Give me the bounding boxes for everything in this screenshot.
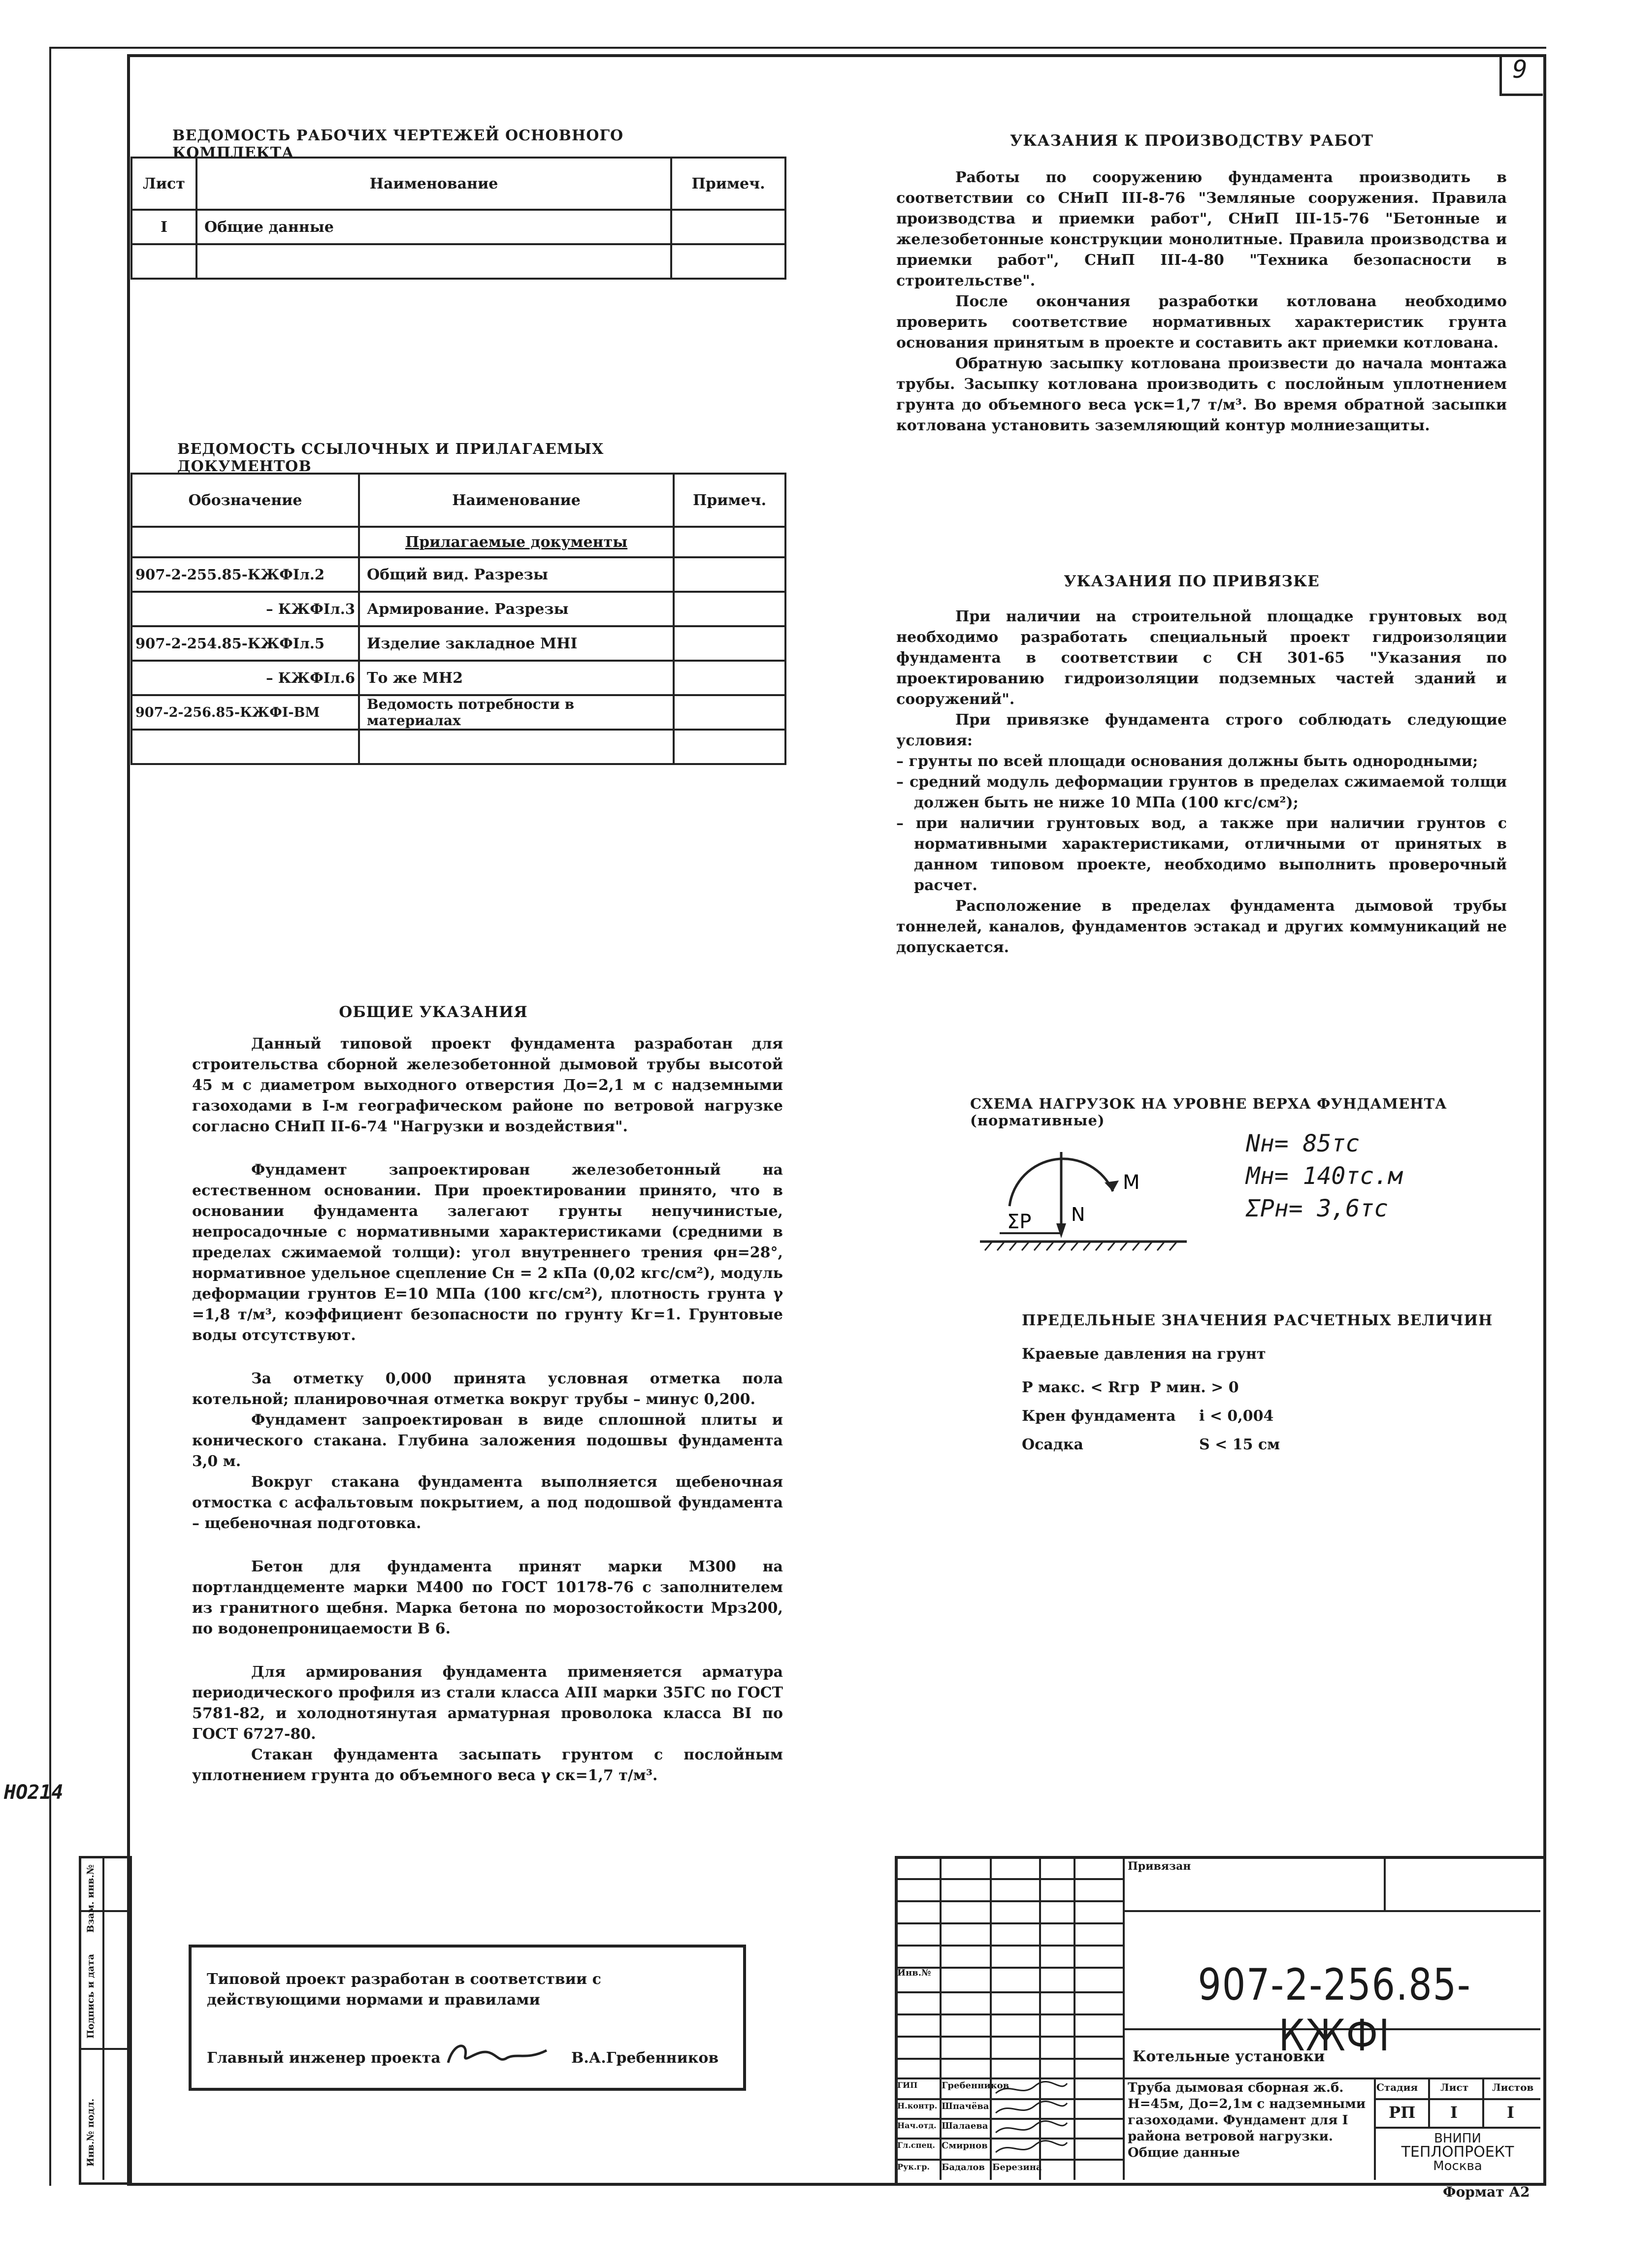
note-box-engineer-label: Главный инженер проекта — [207, 2049, 441, 2067]
table-cell: Общий вид. Разрезы — [359, 557, 674, 592]
table-row — [131, 210, 785, 244]
table-cell — [674, 557, 785, 592]
table-row — [131, 730, 785, 764]
paragraph: Фундамент запроектирован железобетонный на естественном основании. При проектировании принято, что в основании фундамента залегают грунты непучинистые, непросадочные с нормативными характеристиками (средними в пределах сжимаемой толщи): угол внутреннего трения φн=28°, нормативное удельное сцепление Сн = 2 кПа (0,02 кгс/см²), модуль деформации грунтов Е=10 МПа (100 кгс/см²), плотность грунта γ =1,8 т/м³, коэффициент безопасности по грунту Кг=1. Грунтовые воды отсутствуют. — [192, 1161, 783, 1344]
list-item: – средний модуль деформации грунтов в пределах сжимаемой толщи должен быть не ниже 10 МПа (100 кгс/см²); — [896, 773, 1507, 811]
ground-hatching — [985, 1242, 1177, 1250]
limit-values-title: ПРЕДЕЛЬНЫЕ ЗНАЧЕНИЯ РАСЧЕТНЫХ ВЕЛИЧИН — [1022, 1312, 1493, 1329]
title-block-stage: РП — [1389, 2103, 1416, 2122]
signature — [443, 2033, 552, 2073]
working-drawings-title: ВЕДОМОСТЬ РАБОЧИХ ЧЕРТЕЖЕЙ ОСНОВНОГО КОМПЛЕКТА — [172, 127, 624, 161]
note-box-text: Типовой проект разработан в соответствии с действующими нормами и правилами — [207, 1971, 601, 2009]
table-cell — [131, 244, 196, 279]
table-cell — [196, 244, 671, 279]
paragraph: При наличии на строительной площадке грунтовых вод необходимо разработать специальный проект гидроизоляции фундамента в соответствии с СН 301-65 "Указания по проектированию гидроизоляции подземных частей зданий и сооружений". — [896, 608, 1507, 708]
role-cell: Гл.спец. — [897, 2140, 935, 2150]
table-cell: Общие данные — [196, 210, 671, 244]
general-instructions-title: ОБЩИЕ УКАЗАНИЯ — [339, 1003, 528, 1021]
title-block-sheet: I — [1450, 2103, 1458, 2122]
table-cell — [359, 730, 674, 764]
load-values — [1246, 1127, 1402, 1225]
referenced-docs-title: ВЕДОМОСТЬ ССЫЛОЧНЫХ И ПРИЛАГАЕМЫХ ДОКУМЕНТОВ — [177, 441, 604, 475]
binding-top-line — [49, 47, 1546, 49]
note-box-engineer-name: В.А.Гребенников — [571, 2049, 719, 2067]
label-n: N — [1071, 1204, 1085, 1225]
role-cell: ГИП — [897, 2080, 918, 2090]
col-header-note: Примеч. — [671, 158, 785, 210]
table-cell — [674, 695, 785, 730]
work-instructions-title: УКАЗАНИЯ К ПРОИЗВОДСТВУ РАБОТ — [1010, 132, 1373, 150]
name-cell: Гребенников — [942, 2080, 1009, 2091]
paragraph: Бетон для фундамента принят марки М300 на портландцементе марки М400 по ГОСТ 10178-76 с заполнителем из гранитного щебня. Марка бетона по морозостойкости Мрз200, по водонепроницаемости В 6. — [192, 1558, 783, 1637]
table-cell: – КЖФIл.3 — [131, 592, 359, 626]
load-scheme-diagram — [965, 1127, 1211, 1275]
table-cell: Армирование. Разрезы — [359, 592, 674, 626]
title-block-description: Труба дымовая сборная ж.б. Н=45м, До=2,1м с надземными газоходами. Фундамент для I района ветровой нагрузки. Общие данные — [1128, 2080, 1366, 2160]
table-cell: 907-2-256.85-КЖФI-ВМ — [131, 695, 359, 730]
title-block-stage-label: Стадия — [1376, 2081, 1418, 2093]
title-block-code: 907-2-256.85-КЖФI — [1198, 1959, 1471, 2061]
paragraph: Обратную засыпку котлована произвести до начала монтажа трубы. Засыпку котлована производить с послойным уплотнением грунта до объемного веса γск=1,7 т/м³. Во время обратной засыпки котлована установить заземляющий контур молниезащиты. — [896, 355, 1507, 434]
paragraph: При привязке фундамента строго соблюдать следующие условия: — [896, 711, 1507, 749]
side-stamp-label-sign: Подпись и дата — [85, 1953, 96, 2039]
table-cell — [671, 210, 785, 244]
role-cell: Рук.гр. — [897, 2162, 930, 2172]
table-row — [131, 592, 785, 626]
sheet-number: 9 — [1512, 55, 1528, 84]
name-cell: Бадалов — [942, 2162, 985, 2172]
limit-values-subtitle: Краевые давления на грунт — [1022, 1345, 1266, 1363]
general-instructions-text — [192, 1034, 783, 1786]
table-cell: – КЖФIл.6 — [131, 661, 359, 695]
load-scheme-title: СХЕМА НАГРУЗОК НА УРОВНЕ ВЕРХА ФУНДАМЕНТА (нормативные) — [970, 1095, 1447, 1129]
col-header-designation: Обозначение — [131, 474, 359, 527]
paragraph: Расположение в пределах фундамента дымовой трубы тоннелей, каналов, фундаментов эстакад и других коммуникаций не допускается. — [896, 897, 1507, 956]
work-instructions-text — [896, 167, 1507, 436]
table-row — [131, 557, 785, 592]
format-label: Формат А2 — [1443, 2184, 1530, 2200]
title-block-checked-label: Привязан — [1128, 1860, 1191, 1873]
list-item: Р макс. < Rгр Р мин. > 0 — [1022, 1379, 1239, 1396]
referenced-docs-table — [130, 473, 786, 765]
list-item: Крен фундамента i < 0,004 — [1022, 1407, 1274, 1425]
name-cell: Шпачёва — [942, 2101, 989, 2111]
load-value-n: Nн= 85тс — [1246, 1130, 1360, 1157]
title-block-inv-label: Инв.№ — [897, 1968, 931, 1978]
table-row — [131, 661, 785, 695]
paragraph: Вокруг стакана фундамента выполняется щебеночная отмостка с асфальтовым покрытием, а под подошвой фундамента – щебеночная подготовка. — [192, 1473, 783, 1532]
table-cell: Ведомость потребности в материалах — [359, 695, 674, 730]
attached-docs-subheader: Прилагаемые документы — [359, 527, 674, 557]
name-cell: Березина — [992, 2162, 1042, 2172]
title-block-sheets-label: Листов — [1492, 2081, 1534, 2093]
role-cell: Нач.отд. — [897, 2121, 937, 2130]
table-cell: 907-2-254.85-КЖФIл.5 — [131, 626, 359, 661]
limit-values-list — [1022, 1374, 1465, 1459]
working-drawings-table — [130, 157, 786, 280]
name-cell: Шалаева — [942, 2121, 988, 2131]
table-cell: I — [131, 210, 196, 244]
table-cell: То же МН2 — [359, 661, 674, 695]
name-cell: Смирнов — [942, 2140, 988, 2151]
table-cell: 907-2-255.85-КЖФIл.2 — [131, 557, 359, 592]
paragraph: Данный типовой проект фундамента разработан для строительства сборной железобетонной дымовой трубы высотой 45 м с диаметром выходного отверстия До=2,1 м с надземными газоходами в I-м географическом районе по ветровой нагрузке согласно СНиП II-6-74 "Нагрузки и воздействия". — [192, 1035, 783, 1135]
side-stamp-label-replace: Взам. инв.№ — [85, 1864, 96, 1933]
col-header-sheet: Лист — [131, 158, 196, 210]
binding-margin-line — [49, 47, 51, 2186]
table-cell: Изделие закладное МНI — [359, 626, 674, 661]
table-cell — [674, 626, 785, 661]
paragraph: Фундамент запроектирован в виде сплошной плиты и конического стакана. Глубина заложения подошвы фундамента 3,0 м. — [192, 1411, 783, 1470]
binding-instructions-text — [896, 607, 1507, 958]
title-block-org: ВНИПИ ТЕПЛОПРОЕКТ Москва — [1401, 2131, 1514, 2173]
table-row — [131, 244, 785, 279]
table-row — [131, 626, 785, 661]
table-cell — [674, 730, 785, 764]
paragraph: После окончания разработки котлована необходимо проверить соответствие нормативных характеристик грунта основания принятым в проекте и составить акт приемки котлована. — [896, 293, 1507, 351]
title-block-sheet-label: Лист — [1440, 2081, 1469, 2093]
paragraph: Стакан фундамента засыпать грунтом с послойным уплотнением грунта до объемного веса γ ск=1,7 т/м³. — [192, 1746, 783, 1784]
table-cell — [674, 592, 785, 626]
role-cell: Н.контр. — [897, 2101, 938, 2110]
title-block-sheets: I — [1507, 2103, 1514, 2122]
label-sum-p: ΣP — [1007, 1211, 1032, 1233]
table-row — [131, 695, 785, 730]
inventory-number: НО214 — [4, 1781, 64, 1804]
table-cell — [674, 661, 785, 695]
title-block-signatures — [991, 2078, 1073, 2177]
col-header-name: Наименование — [196, 158, 671, 210]
list-item: – грунты по всей площади основания должны быть однородными; — [896, 753, 1478, 770]
load-value-m: Mн= 140тс.м — [1246, 1162, 1402, 1190]
col-header-name: Наименование — [359, 474, 674, 527]
list-item: Осадка S < 15 см — [1022, 1436, 1280, 1453]
paragraph: За отметку 0,000 принята условная отметка пола котельной; планировочная отметка вокруг трубы – минус 0,200. — [192, 1370, 783, 1408]
list-item: – при наличии грунтовых вод, а также при наличии грунтов с нормативными характеристиками, отличными от принятых в данном типовом проекте, необходимо выполнить проверочный расчет. — [896, 815, 1507, 894]
paragraph: Работы по сооружению фундамента производить в соответствии со СНиП III-8-76 "Земляные сооружения. Правила производства и приемки работ", СНиП III-15-76 "Бетонные и железобетонные конструкции монолитные. Правила производства и приемки работ", СНиП III-4-80 "Техника безопасности в строительстве". — [896, 169, 1507, 289]
title-block-object: Котельные установки — [1133, 2048, 1325, 2065]
side-stamp-label-inv: Инв.№ подл. — [85, 2098, 96, 2167]
vertical-force-arrowhead — [1056, 1223, 1066, 1238]
table-cell — [131, 730, 359, 764]
label-m: M — [1123, 1171, 1140, 1194]
binding-instructions-title: УКАЗАНИЯ ПО ПРИВЯЗКЕ — [1064, 573, 1320, 590]
paragraph: Для армирования фундамента применяется арматура периодического профиля из стали класса АIII марки 35ГС по ГОСТ 5781-82, и холоднотянутая арматурная проволока класса ВI по ГОСТ 6727-80. — [192, 1663, 783, 1743]
table-cell — [671, 244, 785, 279]
col-header-note: Примеч. — [674, 474, 785, 527]
load-value-p: ΣPн= 3,6тс — [1246, 1195, 1388, 1222]
